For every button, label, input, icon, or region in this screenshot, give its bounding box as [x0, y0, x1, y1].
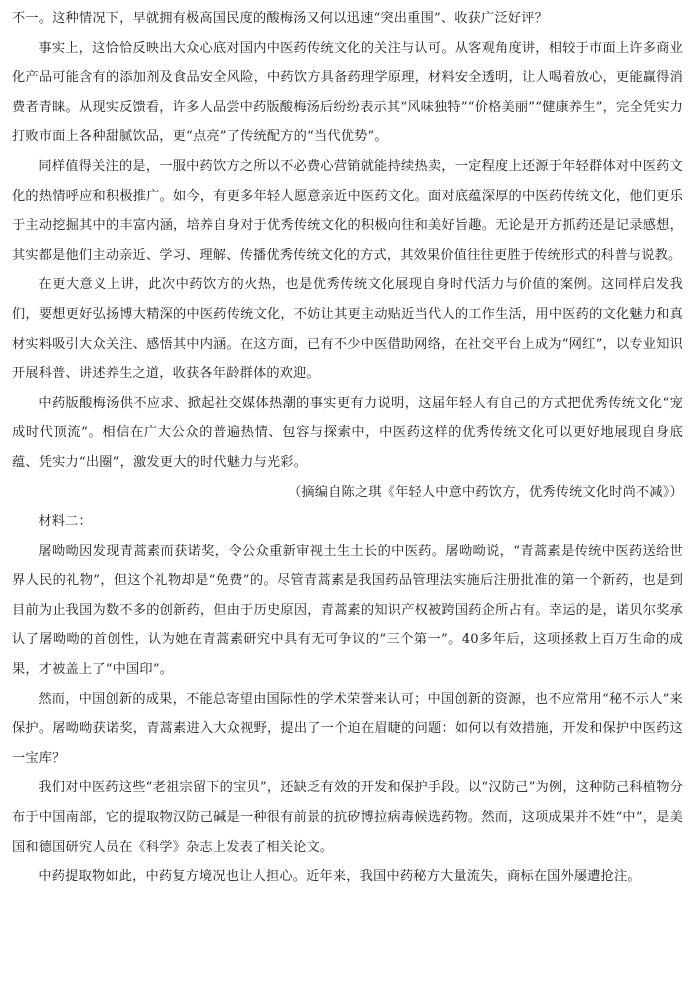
paragraph-4: 在更大意义上讲，此次中药饮方的火热，也是优秀传统文化展现自身时代活力与价值的案例。这同样启发我们，要想更好弘扬博大精深的中医药传统文化，不妨让其更主动贴近当代人的工作生活，用中医药的文化魅力和真材实料吸引大众关注、感悟其中内涵。在这方面，已有不少中医借助网络，在社交平台上成为“网红”，以专业知识开展科普、讲述养生之道，收获各年龄群体的欢迎。 — [12, 277, 683, 382]
section-label: 材料二： — [38, 514, 92, 530]
source-citation: （摘编自陈之琪《年轻人中意中药饮方，优秀传统文化时尚不减》） — [287, 484, 683, 500]
paragraph-6: 屠呦呦因发现青蒿素而获诺奖，令公众重新审视土生土长的中医药。屠呦呦说，“青蒿素是传统中医药送给世界人民的礼物”，但这个礼物却是“免费”的。尽管青蒿素是我国药品管理法实施后注册批准的第一个新药，也是到目前为止我国为数不多的创新药，但由于历史原因，青蒿素的知识产权被跨国药企所占有。幸运的是，诺贝尔奖承认了屠呦呦的首创性，认为她在青蒿素研究中具有无可争议的“三个第一”。40多年后，这项拯救上百万生命的成果，才被盖上了“中国印”。 — [12, 543, 683, 678]
paragraph-7: 然而，中国创新的成果，不能总寄望由国际性的学术荣誉来认可；中国创新的资源，也不应常用“秘不示人”来保护。屠呦呦获诺奖，青蒿素进入大众视野，提出了一个迫在眉睫的问题：如何以有效措施，开发和保护中医药这一宝库？ — [12, 691, 683, 766]
paragraph-3: 同样值得关注的是，一服中药饮方之所以不必费心营销就能持续热卖，一定程度上还源于年轻群体对中医药文化的热情呼应和积极推广。如今，有更多年轻人愿意亲近中医药文化。面对底蕴深厚的中医药传统文化，他们更乐于主动挖掘其中的丰富内涵，培养自身对于优秀传统文化的积极向往和美好旨趣。无论是开方抓药还是记录感想，其实都是他们主动亲近、学习、理解、传播优秀传统文化的方式，其效果价值往往更胜于传统形式的科普与说教。 — [12, 158, 683, 263]
paragraph-2: 事实上，这恰恰反映出大众心底对国内中医药传统文化的关注与认可。从客观角度讲，相较于市面上许多商业化产品可能含有的添加剂及食品安全风险，中药饮方具备药理学原理，材料安全透明，让人喝着放心，更能赢得消费者青睐。从现实反馈看，许多人品尝中药版酸梅汤后纷纷表示其“风味独特”“价格美丽”“健康养生”，完全凭实力打败市面上各种甜腻饮品，更“点亮”了传统配方的“当代优势”。 — [12, 40, 683, 145]
paragraph-8: 我们对中医药这些“老祖宗留下的宝贝”，还缺乏有效的开发和保护手段。以“汉防己”为例，这种防己科植物分布于中国南部，它的提取物汉防己碱是一种很有前景的抗矽博拉病毒候选药物。然而，这项成果并不姓“中”，是美国和德国研究人员在《科学》杂志上发表了相关论文。 — [12, 780, 683, 855]
paragraph-1: 不一。这种情况下，早就拥有极高国民度的酸梅汤又何以迅速“突出重围”、收获广泛好评？ — [12, 11, 548, 26]
paragraph-9: 中药提取物如此，中药复方境况也让人担心。近年来，我国中药秘方大量流失，商标在国外屡遭抢注。 — [38, 869, 641, 885]
paragraph-5: 中药版酸梅汤供不应求、掀起社交媒体热潮的事实更有力说明，这届年轻人有自己的方式把优秀传统文化“宠成时代顶流”。相信在广大公众的普遍热情、包容与探索中，中医药这样的优秀传统文化可以更好地展现自身底蕴、凭实力“出圈”，激发更大的时代魅力与光彩。 — [12, 395, 683, 470]
